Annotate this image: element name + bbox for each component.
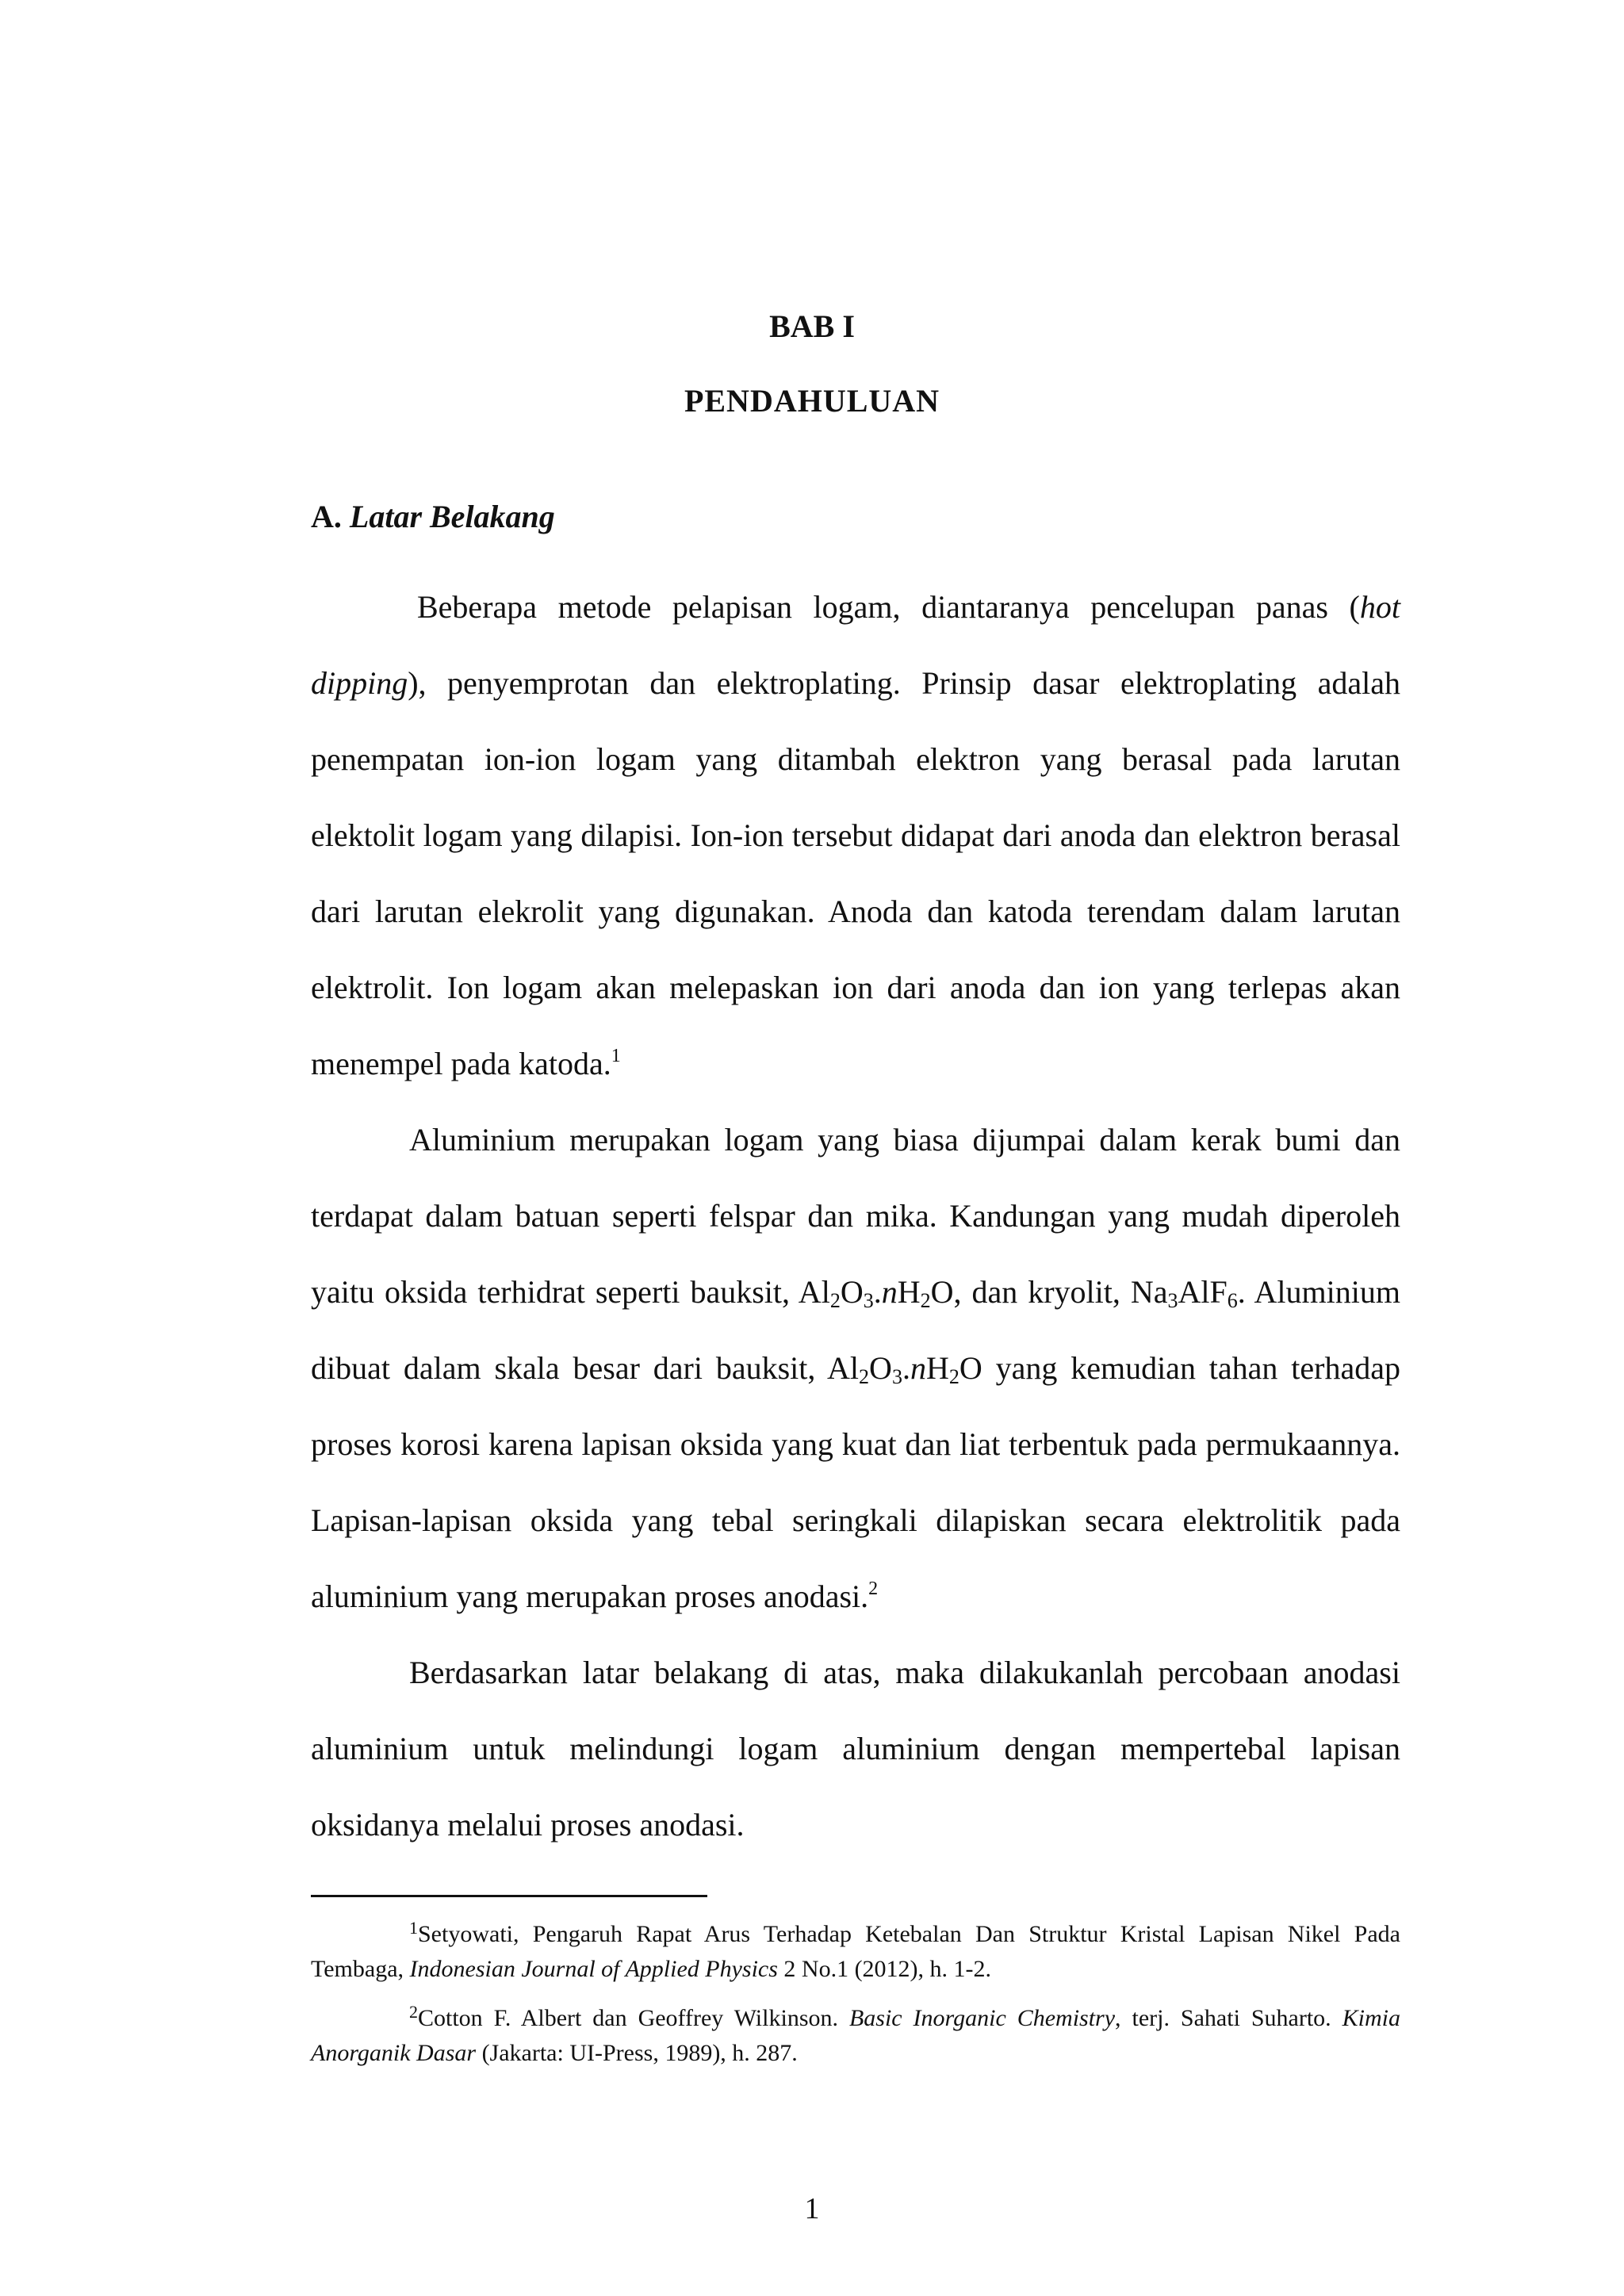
body-text (311, 569, 1400, 1863)
chapter-title: PENDAHULUAN (684, 383, 940, 419)
footnote-2: $^2$Cotton F. Albert dan Geoffrey Wilkinson. Basic Inorganic Chemistry, terj. Sahati Suharto. Kimia Anorganik Dasar (Jakarta: UI-Press, 1989), h. 287. (311, 2002, 1400, 2066)
chapter-number: BAB I (769, 308, 855, 344)
footnote-ref-2: 2 (868, 1578, 879, 1599)
paragraph-2: Aluminium merupakan logam yang biasa dijumpai dalam kerak bumi dan terdapat dalam batuan seperti felspar dan mika. Kandungan yang mudah diperoleh yaitu oksida terhidrat seperti bauksit, $Al_2O_3.nH_2O$, dan kryolit, $Na_3AlF_6$. Aluminium dibuat dalam skala besar dari bauksit, $Al_2O_3.nH_2O$ yang kemudian tahan terhadap proses korosi karena lapisan oksida yang kuat dan liat terbentuk pada permukaannya. Lapisan-lapisan oksida yang tebal seringkali dilapiskan secara elektrolitik pada aluminium yang merupakan proses anodasi.$^2$ (311, 1122, 1400, 1614)
footnote-separator (311, 1895, 707, 1897)
paragraph-1: Beberapa metode pelapisan logam, diantaranya pencelupan panas (hot dipping), penyemprotan dan elektroplating. Prinsip dasar elektroplating adalah penempatan ion-ion logam yang ditambah elektron yang berasal pada larutan elektolit logam yang dilapisi. Ion-ion tersebut didapat dari anoda dan elektron berasal dari larutan elekrolit yang digunakan. Anoda dan katoda terendam dalam larutan elektrolit. Ion logam akan melepaskan ion dari anoda dan ion yang terlepas akan menempel pada katoda.$^1$ (311, 589, 1400, 1081)
footnotes (311, 1917, 1400, 2085)
page-number: 1 (804, 2192, 820, 2225)
section-letter: A. (311, 499, 342, 534)
footnote-1: $^1$Setyowati, Pengaruh Rapat Arus Terhadap Ketebalan Dan Struktur Kristal Lapisan Nikel Pada Tembaga, Indonesian Journal of Applied Physics 2 No.1 (2012), h. 1-2. (311, 1918, 1400, 1982)
footnote-ref-1: 1 (611, 1046, 621, 1066)
section-title: Latar Belakang (349, 499, 555, 534)
paragraph-3: Berdasarkan latar belakang di atas, maka dilakukanlah percobaan anodasi aluminium untuk melindungi logam aluminium dengan mempertebal lapisan oksidanya melalui proses anodasi. (311, 1655, 1400, 1843)
section-heading (311, 498, 555, 535)
